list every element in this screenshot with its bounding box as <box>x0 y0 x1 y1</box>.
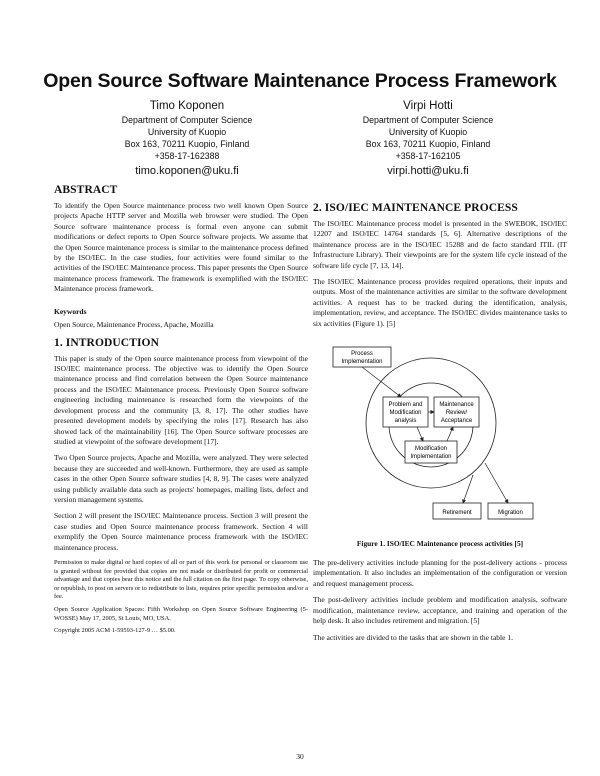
intro-paragraph: This paper is study of the Open source maintenance process from viewpoint of the ISO/IEC maintenance process. The objective was to identify the Open Source maintenance process and find correlation between the Open Source maintenance process and the ISO/IEC Maintenance process. Previously Open Source software engineering including maintenance is researched form the viewpoints of the development process and the community [3, 8, 17]. The other studies have presented development models by specifying the roles [17]. Research has also showed lack of the maintainability [16]. The Open Source software processes are studied at viewpoint of the software development [17]. <box>54 353 308 446</box>
arrow <box>463 475 473 503</box>
permission-notice <box>54 559 308 636</box>
author-university: University of Kuopio <box>147 127 227 137</box>
arrow <box>417 427 423 441</box>
section2-paragraph: The ISO/IEC Maintenance process provides required operations, their inputs and outputs. Most of the maintenance activities are similar to the software development activities. A request has to be tracked during the identification, analysis, implementation, review, and acceptance. The ISO/IEC divides maintenance tasks to six activities (Figure 1). [5] <box>313 277 567 328</box>
keywords-text: Open Source, Maintenance Process, Apache, Mozilla <box>54 319 214 329</box>
right-column <box>313 202 567 649</box>
body-paragraph: The pre-delivery activities include planning for the post-delivery actions - process implementation. It also includes an implementation of the configuration or version and request management process. <box>313 558 567 588</box>
box-text: Modification <box>414 446 448 453</box>
box-text: Implementation <box>341 359 383 366</box>
box-text: Process <box>351 351 373 358</box>
box-text: Modification <box>389 410 422 417</box>
copyright-line: Copyright 2005 ACM 1-59593-127-9 … $5.00. <box>54 627 176 635</box>
paper-title: Open Source Software Maintenance Process Framework <box>43 70 557 92</box>
box-text: Maintenance <box>439 402 474 409</box>
box-text: Retirement <box>442 510 472 517</box>
box-text: Migration <box>498 510 523 517</box>
abstract-heading: ABSTRACT <box>54 184 118 196</box>
box-text: Implementation <box>410 454 452 461</box>
conference-info: Open Source Application Spaces: Fifth Workshop on Open Source Software Engineering (5-WOSSE) May 17, 2005, St Louis, MO, USA. <box>54 605 308 622</box>
author-block-1 <box>72 99 302 180</box>
figure-caption: Figure 1. ISO/IEC Maintenance process activities [5] <box>356 539 524 549</box>
intro-paragraph: Section 2 will present the ISO/IEC Maintenance process. Section 3 will present the case studies and Open Source maintenance process framework. Section 4 will exemplify the Open Source maintenance process framework with the ISO/IEC maintenance process. <box>54 511 308 552</box>
author-name: Virpi Hotti <box>403 100 453 112</box>
author-phone: +358-17-162105 <box>395 151 461 161</box>
author-dept: Department of Computer Science <box>362 115 494 125</box>
keywords-heading: Keywords <box>54 306 87 316</box>
left-column <box>54 184 308 640</box>
body-paragraph: The post-delivery activities include problem and modification analysis, software modification, maintenance review, acceptance, and training and operation of the help desk. It also includes retirement and migration. [5] <box>313 595 567 626</box>
abstract-text: To identify the Open Source maintenance process two well known Open Source projects Apache HTTP server and Mozilla web browser were studied. The Open Source software maintenance process is formal even anyone can submit modifications or defect reports to Open Source software projects. We assume that the Open Source maintenance process is similar to the maintenance process defined by the ISO/IEC. In the case studies, four activities were found similar to the activities of the ISO/IEC Maintenance process. This paper presents the Open Source maintenance process framework. The framework is exemplified with the ISO/IEC Maintenance process framework. <box>54 201 308 294</box>
author-email[interactable]: virpi.hotti@uku.fi <box>387 165 469 177</box>
box-text: Problem and <box>388 402 423 409</box>
intro-paragraph: Two Open Source projects, Apache and Mozilla, were analyzed. They were selected because they are succeeded and well-known. Furthermore, they are used as sample cases in the other Open Source software studies [4, 8, 9]. The cases were analyzed using publicly available data such as projects' homepages, mailing lists, defect and version management systems. <box>54 453 308 504</box>
author-address: Box 163, 70211 Kuopio, Finland <box>365 139 491 149</box>
author-name: Timo Koponen <box>149 100 225 112</box>
introduction-heading: 1. INTRODUCTION <box>54 336 160 349</box>
author-dept: Department of Computer Science <box>121 115 253 125</box>
section2-paragraph: The ISO/IEC Maintenance process model is presented in the SWEBOK, ISO/IEC 12207 and ISO/IEC 14764 standards [5, 6]. Alternative descriptions of the maintenance process are in the ISO/IEC 15288 and de facto standard ITIL (IT Infrastructure Library). Their viewpoints are for the system life cycle instead of the software life cycle [7, 13, 14]. <box>313 219 567 270</box>
page-number: 30 <box>296 752 304 761</box>
arrow <box>362 367 401 397</box>
arrow <box>485 463 508 503</box>
author-address: Box 163, 70211 Kuopio, Finland <box>124 139 250 149</box>
permission-text: Permission to make digital or hard copies of all or part of this work for personal or classroom use is granted without fee provided that copies are not made or distributed for profit or commercial advantage and that copies bear this notice and the full citation on the first page. To copy otherwise, or republish, to post on servers or to redistribute to lists, requires prior specific permission and/or a fee. <box>54 558 308 601</box>
author-block-2 <box>313 99 543 180</box>
section2-heading: 2. ISO/IEC MAINTENANCE PROCESS <box>313 202 518 214</box>
box-text: Acceptance <box>440 418 473 425</box>
body-paragraph: The activities are divided to the tasks that are shown in the table 1. <box>313 632 513 642</box>
author-university: University of Kuopio <box>388 127 468 137</box>
author-phone: +358-17-162388 <box>154 151 220 161</box>
box-text: Review/ <box>445 410 468 417</box>
maintenance-process-diagram <box>313 335 567 533</box>
figure-1-diagram <box>313 335 567 533</box>
author-email[interactable]: timo.koponen@uku.fi <box>135 165 239 177</box>
box-text: analysis <box>394 418 417 425</box>
arrow <box>447 427 453 441</box>
